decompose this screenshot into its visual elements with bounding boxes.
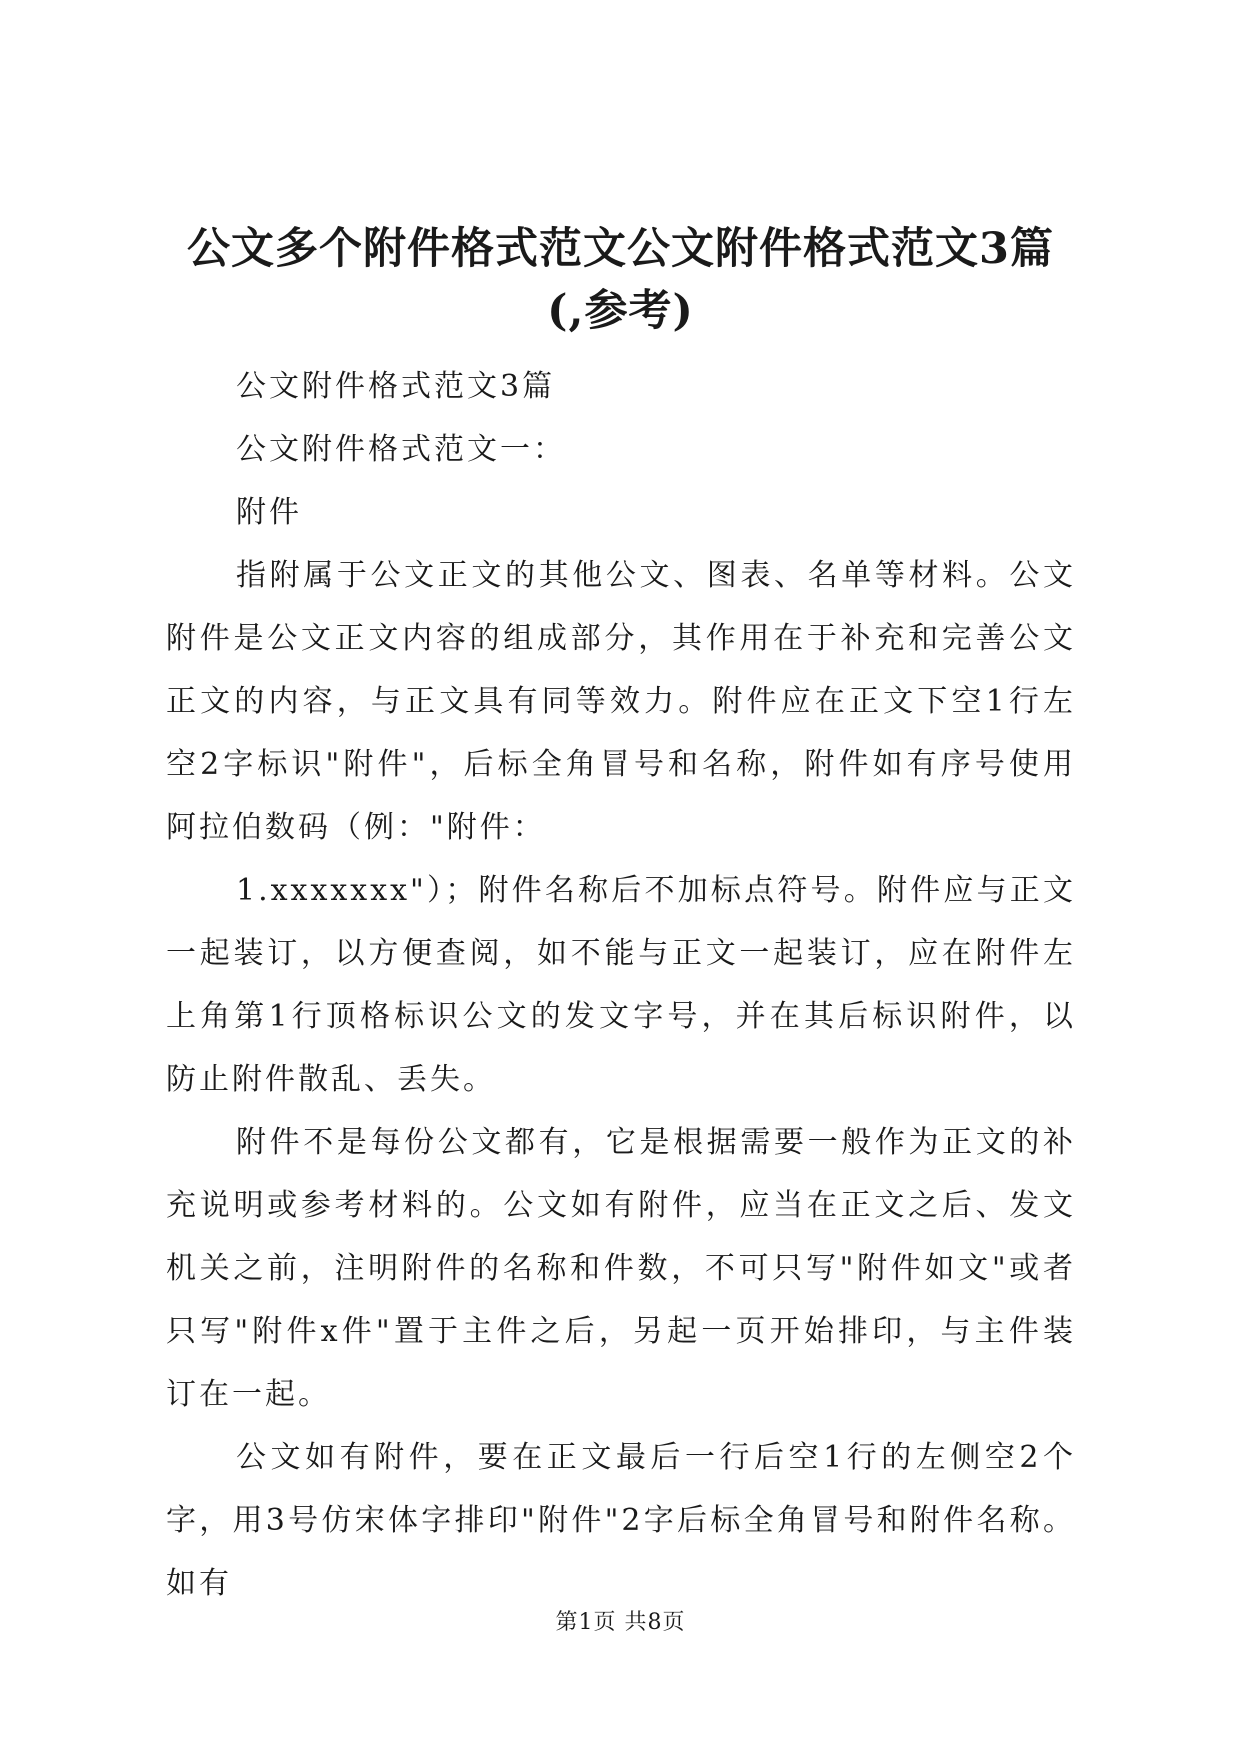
document-body <box>166 355 1076 1615</box>
body-paragraph: 1.xxxxxxx"）；附件名称后不加标点符号。附件应与正文一起装订，以方便查阅，如不能与正文一起装订，应在附件左上角第1行顶格标识公文的发文字号，并在其后标识附件，以防止附件散乱、丢失。 <box>166 873 1076 1097</box>
title-line-1: 公文多个附件格式范文公文附件格式范文3篇 <box>187 224 1054 274</box>
subtitle-paragraph: 公文附件格式范文3篇 <box>236 369 556 404</box>
page-number-footer: 第1页 共8页 <box>555 1610 686 1635</box>
document-title <box>160 218 1081 342</box>
body-paragraph: 附件不是每份公文都有，它是根据需要一般作为正文的补充说明或参考材料的。公文如有附件，应当在正文之后、发文机关之前，注明附件的名称和件数，不可只写"附件如文"或者只写"附件x件"置于主件之后，另起一页开始排印，与主件装订在一起。 <box>166 1125 1076 1412</box>
title-line-2: (,参考) <box>547 286 694 336</box>
attachment-label: 附件 <box>236 495 302 530</box>
body-paragraph: 公文如有附件，要在正文最后一行后空1行的左侧空2个字，用3号仿宋体字排印"附件"2字后标全角冒号和附件名称。如有 <box>166 1440 1076 1601</box>
body-paragraph: 指附属于公文正文的其他公文、图表、名单等材料。公文附件是公文正文内容的组成部分，其作用在于补充和完善公文正文的内容，与正文具有同等效力。附件应在正文下空1行左空2字标识"附件"，后标全角冒号和名称，附件如有序号使用阿拉伯数码（例："附件： <box>166 558 1076 845</box>
section-heading: 公文附件格式范文一： <box>236 432 566 467</box>
